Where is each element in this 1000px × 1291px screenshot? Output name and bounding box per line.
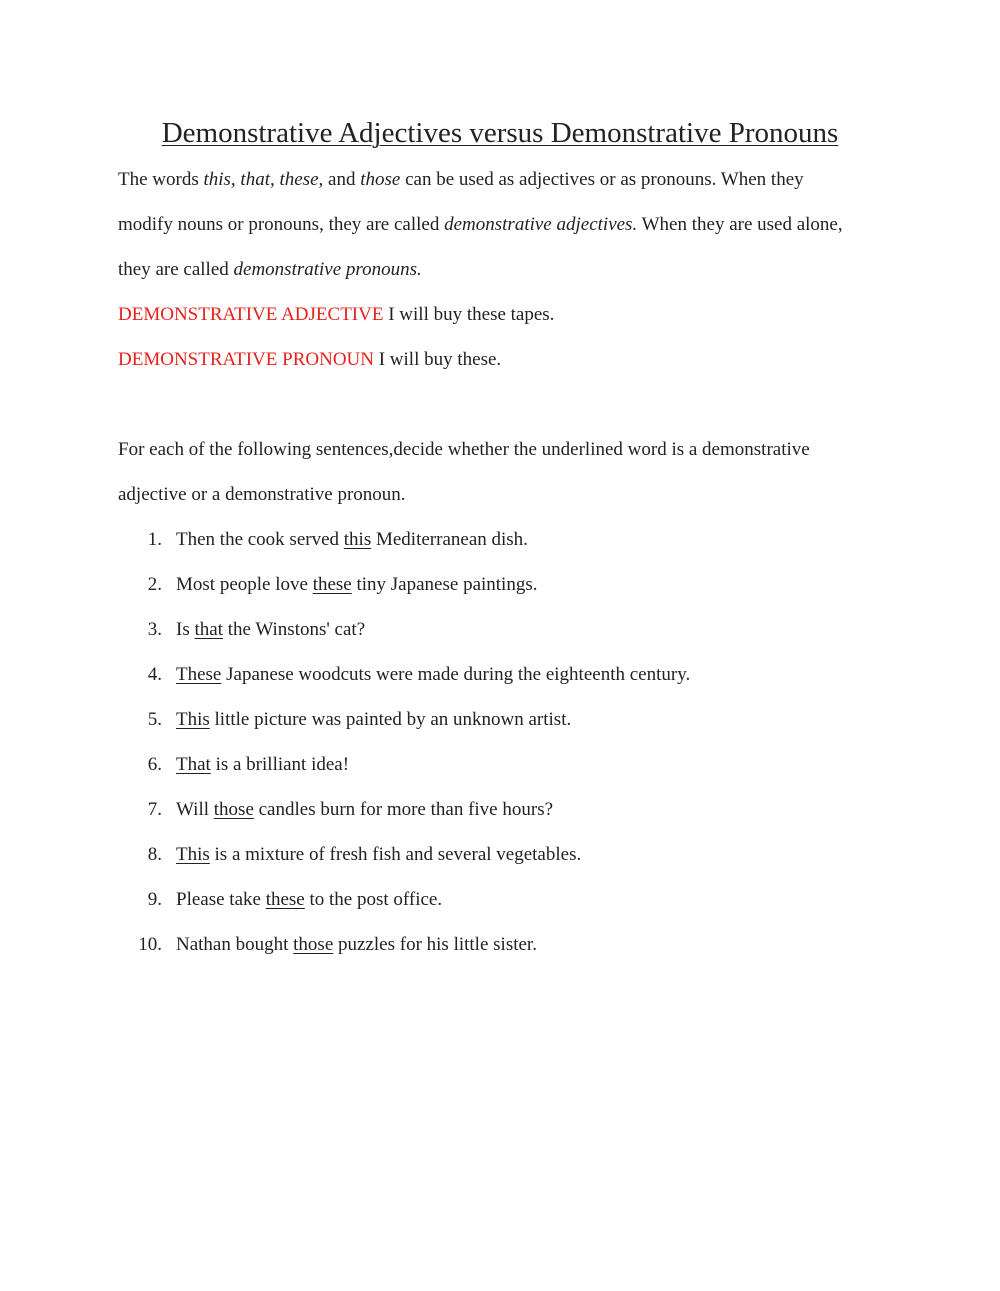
intro-line-2 — [118, 212, 843, 238]
question-item — [176, 527, 528, 553]
question-number: 3. — [147, 619, 162, 640]
question-number: 5. — [147, 709, 162, 730]
question-text: is a mixture of fresh fish and several vegetables. — [209, 844, 582, 865]
page-title: Demonstrative Adjectives versus Demonstrative Pronouns — [161, 117, 839, 149]
underlined-word: This — [176, 844, 210, 865]
example-pronoun — [118, 347, 501, 373]
question-text: Then the cook served — [176, 529, 344, 550]
underlined-word: those — [213, 799, 254, 820]
underlined-word: these — [312, 574, 352, 595]
example-adjective — [118, 302, 554, 328]
question-text: is a brilliant idea! — [210, 754, 350, 775]
question-text: candles burn for more than five hours? — [253, 799, 554, 820]
intro-text: they are called — [118, 259, 234, 280]
example-label: DEMONSTRATIVE ADJECTIVE — [118, 304, 384, 325]
question-text: Nathan bought — [176, 934, 294, 955]
intro-italic-term: demonstrative pronouns. — [233, 259, 422, 280]
question-item — [176, 572, 537, 598]
question-text: tiny Japanese paintings. — [351, 574, 538, 595]
intro-italic-words: this, that, these, — [203, 169, 324, 190]
question-number: 9. — [147, 889, 162, 910]
question-text: puzzles for his little sister. — [333, 934, 537, 955]
question-item — [176, 707, 571, 733]
question-text: Will — [176, 799, 214, 820]
question-number: 4. — [147, 664, 162, 685]
intro-text: and — [323, 169, 361, 190]
question-text: little picture was painted by an unknown artist. — [209, 709, 572, 730]
question-number: 6. — [147, 754, 162, 775]
question-text: to the post office. — [304, 889, 443, 910]
question-item — [176, 662, 690, 688]
intro-text: can be used as adjectives or as pronouns. When they — [400, 169, 804, 190]
question-item — [176, 842, 581, 868]
question-text: Japanese woodcuts were made during the eighteenth century. — [221, 664, 691, 685]
question-number: 2. — [147, 574, 162, 595]
question-text: the Winstons' cat? — [222, 619, 366, 640]
underlined-word: These — [176, 664, 222, 685]
intro-text: The words — [118, 169, 204, 190]
intro-line-3 — [118, 257, 422, 283]
instructions-line-1: For each of the following sentences,decide whether the underlined word is a demonstrative — [118, 439, 810, 460]
question-text: Mediterranean dish. — [371, 529, 528, 550]
intro-text: modify nouns or pronouns, they are called — [118, 214, 445, 235]
question-text: Please take — [176, 889, 266, 910]
underlined-word: This — [176, 709, 210, 730]
intro-line-1 — [118, 167, 804, 193]
underlined-word: this — [343, 529, 372, 550]
question-item — [176, 887, 442, 913]
example-label: DEMONSTRATIVE PRONOUN — [118, 349, 374, 370]
instructions-line-2: adjective or a demonstrative pronoun. — [118, 484, 406, 505]
question-number: 7. — [147, 799, 162, 820]
question-number: 8. — [147, 844, 162, 865]
underlined-word: That — [176, 754, 211, 775]
intro-italic-term: demonstrative adjectives. — [444, 214, 638, 235]
question-number: 1. — [147, 529, 162, 550]
intro-italic-word: those — [360, 169, 401, 190]
question-item — [176, 617, 365, 643]
underlined-word: that — [194, 619, 223, 640]
question-item — [176, 752, 349, 778]
underlined-word: those — [293, 934, 334, 955]
intro-text: When they are used alone, — [637, 214, 843, 235]
example-sentence: I will buy these. — [373, 349, 502, 370]
underlined-word: these — [265, 889, 305, 910]
question-text: Is — [176, 619, 195, 640]
question-item — [176, 932, 537, 958]
question-item — [176, 797, 553, 823]
question-number: 10. — [138, 934, 162, 955]
example-sentence: I will buy these tapes. — [383, 304, 555, 325]
question-text: Most people love — [176, 574, 313, 595]
